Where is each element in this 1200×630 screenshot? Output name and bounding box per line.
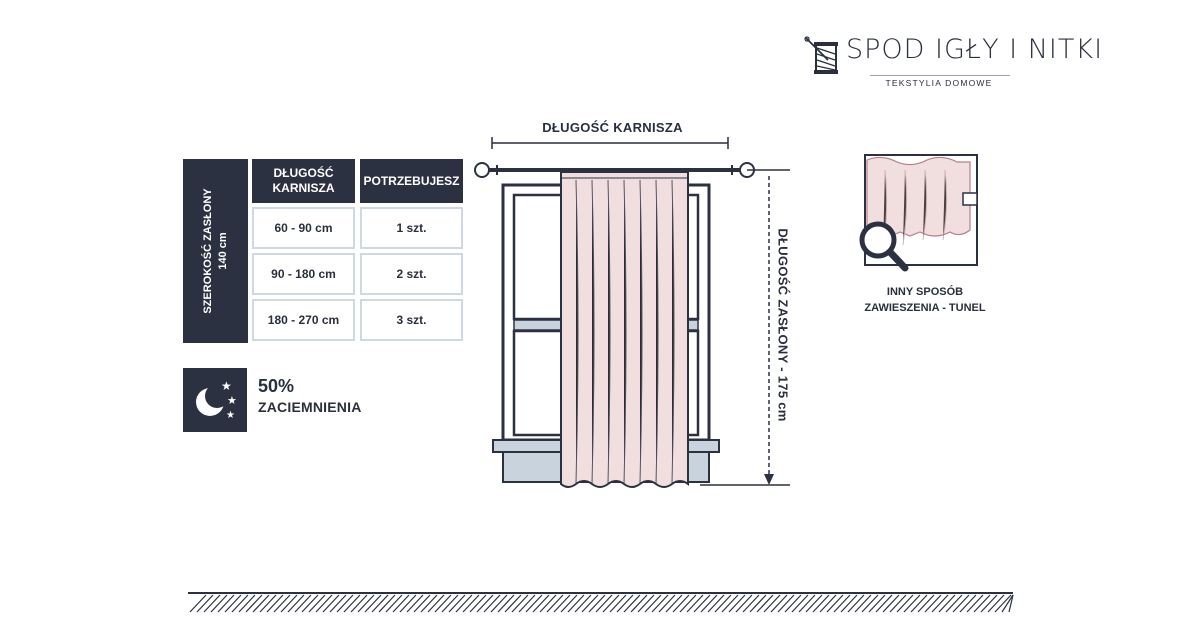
floor-hatch-line xyxy=(708,595,724,612)
table-cell-need: 2 szt. xyxy=(360,253,463,295)
floor-hatch-line xyxy=(526,595,542,612)
floor-hatch-line xyxy=(246,595,262,612)
table-cell-length: 60 - 90 cm xyxy=(252,207,355,249)
brand-name: SPOD IGŁY I NITKI xyxy=(846,34,1104,65)
floor-hatch-line xyxy=(519,595,535,612)
table-cell-length: 180 - 270 cm xyxy=(252,299,355,341)
floor-hatch-line xyxy=(638,595,654,612)
floor-hatch-line xyxy=(512,595,528,612)
floor-hatch-line xyxy=(806,595,822,612)
floor-hatch-line xyxy=(190,595,206,612)
floor-hatch-line xyxy=(316,595,332,612)
floor-hatch-line xyxy=(722,595,738,612)
floor-hatch-line xyxy=(729,595,745,612)
floor-hatch-line xyxy=(267,595,283,612)
floor-hatch-line xyxy=(372,595,388,612)
floor-hatch-line xyxy=(610,595,626,612)
floor-hatch-line xyxy=(407,595,423,612)
floor-hatch-line xyxy=(960,595,976,612)
floor-hatch-line xyxy=(652,595,668,612)
floor-hatch-line xyxy=(603,595,619,612)
floor-hatch-line xyxy=(393,595,409,612)
floor-hatch-line xyxy=(918,595,934,612)
floor-hatch-line xyxy=(253,595,269,612)
floor-hatch-line xyxy=(288,595,304,612)
svg-text:★: ★ xyxy=(227,394,237,407)
tunnel-label-line1: INNY SPOSÓB xyxy=(886,286,964,298)
floor-hatch-line xyxy=(771,595,787,612)
floor-hatch-line xyxy=(687,595,703,612)
rod-length-dimension xyxy=(492,137,728,149)
floor-hatch-line xyxy=(778,595,794,612)
floor-hatch-line xyxy=(764,595,780,612)
floor-hatch-line xyxy=(358,595,374,612)
floor-hatch-line xyxy=(351,595,367,612)
floor-hatch-line xyxy=(568,595,584,612)
floor-hatch-line xyxy=(498,595,514,612)
floor-hatch-line xyxy=(596,595,612,612)
curtain-width-title: SZEROKOŚĆ ZASŁONY xyxy=(201,188,214,314)
floor-hatch-line xyxy=(617,595,633,612)
floor-hatch-line xyxy=(785,595,801,612)
floor-hatch-line xyxy=(582,595,598,612)
floor-hatch-line xyxy=(757,595,773,612)
floor-hatch-line xyxy=(575,595,591,612)
svg-text:★: ★ xyxy=(226,410,235,421)
floor-hatch-line xyxy=(834,595,850,612)
floor-hatch-line xyxy=(379,595,395,612)
floor-hatch-line xyxy=(897,595,913,612)
floor-hatch-line xyxy=(799,595,815,612)
floor-hatch-line xyxy=(820,595,836,612)
floor-hatch-line xyxy=(435,595,451,612)
floor-hatch-line xyxy=(827,595,843,612)
floor-hatch-line xyxy=(414,595,430,612)
floor-hatch-line xyxy=(589,595,605,612)
floor-hatch-line xyxy=(680,595,696,612)
floor-hatch-line xyxy=(442,595,458,612)
floor-hatch-line xyxy=(750,595,766,612)
floor-hatch-line xyxy=(400,595,416,612)
floor-hatch-line xyxy=(876,595,892,612)
floor-hatch-line xyxy=(421,595,437,612)
floor-hatch-line xyxy=(659,595,675,612)
curtain xyxy=(561,172,688,487)
floor-hatch-line xyxy=(946,595,962,612)
floor-hatch-line xyxy=(932,595,948,612)
tunnel-label xyxy=(835,284,1015,316)
floor-hatch-line xyxy=(386,595,402,612)
floor-hatch-line xyxy=(449,595,465,612)
floor-hatch-line xyxy=(477,595,493,612)
blackout-percent: 50% xyxy=(258,376,295,396)
floor-hatch-line xyxy=(428,595,444,612)
floor-hatch-line xyxy=(225,595,241,612)
floor-hatch-line xyxy=(925,595,941,612)
floor-hatch-line xyxy=(309,595,325,612)
floor-hatch-line xyxy=(953,595,969,612)
floor-hatch-line xyxy=(239,595,255,612)
curtain-length-label: DŁUGOŚĆ ZASŁONY - 175 cm xyxy=(775,228,791,422)
floor-hatch-line xyxy=(337,595,353,612)
floor-hatch-line xyxy=(281,595,297,612)
floor-hatch-line xyxy=(883,595,899,612)
tunnel-label-line2: ZAWIESZENIA - TUNEL xyxy=(864,302,986,314)
floor-hatch-line xyxy=(624,595,640,612)
floor-hatch-line xyxy=(561,595,577,612)
floor-hatch-line xyxy=(554,595,570,612)
floor-hatch-line xyxy=(981,595,997,612)
brand-tagline: TEKSTYLIA DOMOWE xyxy=(885,78,993,88)
floor-hatch-line xyxy=(484,595,500,612)
floor-hatch-line xyxy=(470,595,486,612)
floor-hatch-line xyxy=(344,595,360,612)
floor-hatch-line xyxy=(890,595,906,612)
floor-hatch-line xyxy=(988,595,1004,612)
table-cell-need: 1 szt. xyxy=(360,207,463,249)
floor-hatch-line xyxy=(463,595,479,612)
floor xyxy=(188,593,1013,612)
svg-text:★: ★ xyxy=(221,379,232,393)
floor-hatch-line xyxy=(841,595,857,612)
floor-hatch-line xyxy=(862,595,878,612)
floor-hatch-line xyxy=(645,595,661,612)
rod-length-label: DŁUGOŚĆ KARNISZA xyxy=(542,120,683,135)
floor-hatch-line xyxy=(456,595,472,612)
floor-hatch-line xyxy=(365,595,381,612)
floor-hatch-line xyxy=(715,595,731,612)
table-cell-length: 90 - 180 cm xyxy=(252,253,355,295)
floor-hatch-line xyxy=(904,595,920,612)
floor-hatch-line xyxy=(967,595,983,612)
floor-hatch-line xyxy=(540,595,556,612)
floor-hatch-line xyxy=(974,595,990,612)
blackout-label: ZACIEMNIENIA xyxy=(258,399,362,415)
floor-hatch-line xyxy=(855,595,871,612)
floor-hatch-line xyxy=(701,595,717,612)
floor-hatch-line xyxy=(911,595,927,612)
floor-hatch-line xyxy=(323,595,339,612)
floor-hatch-line xyxy=(218,595,234,612)
floor-hatch-line xyxy=(491,595,507,612)
floor-hatch-line xyxy=(211,595,227,612)
floor-hatch-line xyxy=(533,595,549,612)
floor-hatch-line xyxy=(813,595,829,612)
floor-hatch-line xyxy=(666,595,682,612)
floor-hatch-line xyxy=(197,595,213,612)
floor-hatch-line xyxy=(939,595,955,612)
floor-hatch-line xyxy=(869,595,885,612)
floor-hatch-line xyxy=(631,595,647,612)
floor-hatch-line xyxy=(274,595,290,612)
floor-hatch-line xyxy=(295,595,311,612)
header-need-text: POTRZEBUJESZ xyxy=(363,173,460,188)
floor-hatch-line xyxy=(673,595,689,612)
floor-hatch-line xyxy=(302,595,318,612)
curtain-width-value: 140 cm xyxy=(216,232,229,270)
floor-hatch-line xyxy=(547,595,563,612)
floor-hatch-line xyxy=(260,595,276,612)
floor-hatch-line xyxy=(736,595,752,612)
floor-hatch-line xyxy=(204,595,220,612)
floor-hatch-line xyxy=(330,595,346,612)
table-cell-need: 3 szt. xyxy=(360,299,463,341)
floor-hatch-line xyxy=(848,595,864,612)
floor-hatch-line xyxy=(743,595,759,612)
floor-hatch-line xyxy=(232,595,248,612)
floor-hatch-line xyxy=(505,595,521,612)
header-rod-length-text: DŁUGOŚĆ KARNISZA xyxy=(272,166,335,195)
floor-hatch-line xyxy=(694,595,710,612)
floor-hatch-line xyxy=(792,595,808,612)
